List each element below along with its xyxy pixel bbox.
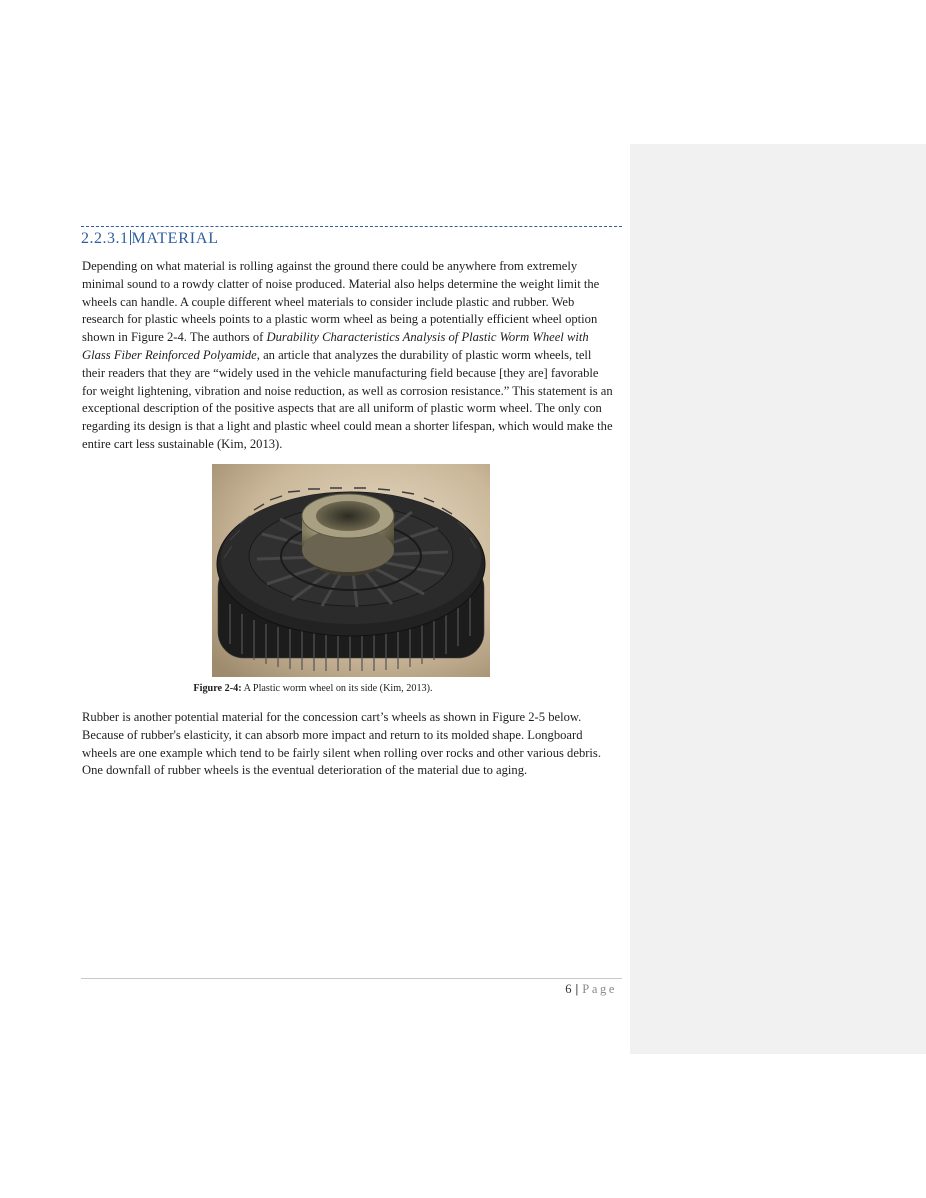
section-title: MATERIAL (131, 230, 219, 247)
figure-caption (0, 683, 926, 694)
metal-hub (302, 494, 394, 576)
caption-label: Figure 2-4: (193, 683, 242, 694)
section-number: 2.2.3.1 (81, 230, 129, 247)
page-footer (565, 982, 617, 997)
footer-rule (81, 978, 622, 979)
page-number: 6 (565, 982, 572, 996)
section-heading (81, 230, 219, 248)
page-label: Page (582, 982, 617, 996)
footer-separator: | (575, 982, 579, 996)
plastic-worm-wheel-photo (212, 464, 490, 677)
paragraph-rubber-wheels: Rubber is another potential material for the concession cart’s wheels as shown in Figure 2-5 below. Because of rubber's elasticity, it can absorb more impact and return to its molded shape. Longboard wheels are one example which tend to be fairly silent when rolling over rocks and other various debris. One downfall of rubber wheels is the eventual deterioration of the material due to aging. (82, 710, 601, 778)
paragraph-text: Depending on what material is rolling against the ground there could be anywhere from extremely minimal sound to a rowdy clatter of noise produced. Material also helps determine the weight limit the wheels can handle. A couple different wheel materials to consider include plastic and rubber. Web research for plastic wheels points to a plastic worm wheel as being a potentially efficient wheel option shown in Figure 2-4. The authors of (82, 259, 600, 345)
article-title: Durability Characteristics Analysis of Plastic Worm Wheel with Glass Fiber Reinforced Polyamide (82, 330, 589, 362)
paragraph-text: , an article that analyzes the durability of plastic worm wheels, tell their readers that they are “widely used in the vehicle manufacturing field because [they are] favorable for weight lightening, vibration and noise reduction, as well as corrosion resistance.” This statement is an exceptional description of the positive aspects that are all uniform of plastic worm wheel. The only con regarding its design is that a light and plastic wheel could mean a shorter lifespan, which would make the entire cart less sustainable (Kim, 2013). (82, 347, 613, 451)
heading-rule (81, 226, 622, 227)
paragraph-plastic-wheels (82, 258, 616, 454)
comment-pane (630, 144, 926, 1054)
caption-text: A Plastic worm wheel on its side (Kim, 2013). (241, 683, 433, 694)
text-cursor (130, 230, 131, 245)
